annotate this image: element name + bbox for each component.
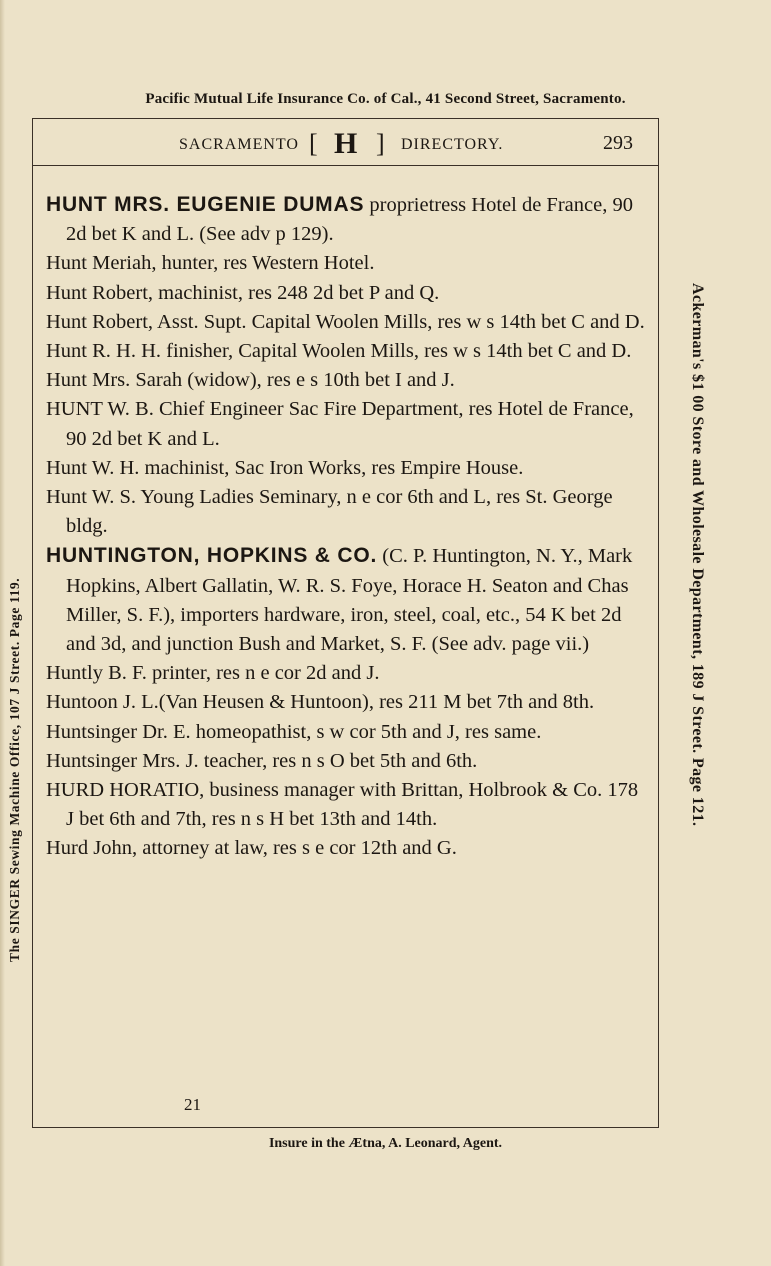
running-head-bracket-close: ] [376,129,386,158]
page-number: 293 [603,132,633,154]
entry-text: proprietress Hotel de France, 90 2d bet K and L. (See adv p 129). [66,194,633,246]
entry-text: HURD HORATIO, business manager with Brittan, Holbrook & Co. 178 J bet 6th and 7th, res n s H bet 13th and 14th. [46,779,639,831]
directory-entry [46,454,646,483]
directory-entry [46,395,646,453]
left-side-advertisement: The SINGER Sewing Machine Office, 107 J Street. Page 119. [7,577,22,962]
entry-text: Huntsinger Mrs. J. teacher, res n s O bet 5th and 6th. [46,749,478,772]
directory-entry [46,279,646,308]
running-head-title: DIRECTORY. [401,136,504,153]
header-rule [33,165,658,166]
entry-text: Hunt Meriah, hunter, res Western Hotel. [46,252,375,275]
directory-entry [46,308,646,337]
entry-text: Huntoon J. L.(Van Heusen & Huntoon), res 211 M bet 7th and 8th. [46,691,595,714]
entry-text: Hunt W. H. machinist, Sac Iron Works, res Empire House. [46,456,524,479]
directory-entry [46,541,646,659]
entry-name: HUNTINGTON, HOPKINS & CO. [46,544,378,568]
entry-text: Hunt W. S. Young Ladies Seminary, n e cor 6th and L, res St. George bldg. [46,486,613,538]
entry-text: Hurd John, attorney at law, res s e cor 12th and G. [46,837,457,860]
entry-text: (C. P. Huntington, N. Y., Mark Hopkins, Albert Gallatin, W. R. S. Foye, Horace H. Seaton and Chas Miller, S. F.), importers hardware, iron, steel, coal, etc., 54 K bet 2d and 3d, and junction Bush and Market, S. F. (See adv. page vii.) [66,545,633,656]
bottom-advertisement: Insure in the Ætna, A. Leonard, Agent. [268,1136,503,1151]
running-head-bracket-open: [ [309,129,319,158]
running-head [33,129,658,159]
running-head-city: SACRAMENTO [179,136,299,153]
directory-entry [46,190,646,249]
directory-entry [46,718,646,747]
directory-entry [46,747,646,776]
directory-entry [46,483,646,541]
directory-entry [46,659,646,688]
entry-text: Huntsinger Dr. E. homeopathist, s w cor 5th and J, res same. [46,720,542,743]
directory-entries [46,190,646,864]
entry-name: HUNT MRS. EUGENIE DUMAS [46,193,365,216]
signature-number: 21 [184,1095,201,1114]
directory-entry [46,337,646,366]
entry-text: Hunt R. H. H. finisher, Capital Woolen Mills, res w s 14th bet C and D. [46,340,632,363]
entry-text: Huntly B. F. printer, res n e cor 2d and J. [46,662,380,685]
entry-text: Hunt Robert, machinist, res 248 2d bet P and Q. [46,281,440,304]
entry-text: Hunt Mrs. Sarah (widow), res e s 10th bet I and J. [46,369,455,392]
directory-entry [46,776,646,834]
top-advertisement: Pacific Mutual Life Insurance Co. of Cal., 41 Second Street, Sacramento. [145,91,626,107]
page-edge-shadow [0,0,5,1266]
running-head-letter: H [334,127,359,160]
right-side-advertisement: Ackerman's $1 00 Store and Wholesale Department, 189 J Street. Page 121. [689,283,706,827]
directory-entry [46,688,646,717]
entry-text: HUNT W. B. Chief Engineer Sac Fire Department, res Hotel de France, 90 2d bet K and L. [46,398,634,450]
directory-entry [46,834,646,863]
directory-entry [46,366,646,395]
directory-entry [46,249,646,278]
entry-text: Hunt Robert, Asst. Supt. Capital Woolen Mills, res w s 14th bet C and D. [46,310,645,333]
